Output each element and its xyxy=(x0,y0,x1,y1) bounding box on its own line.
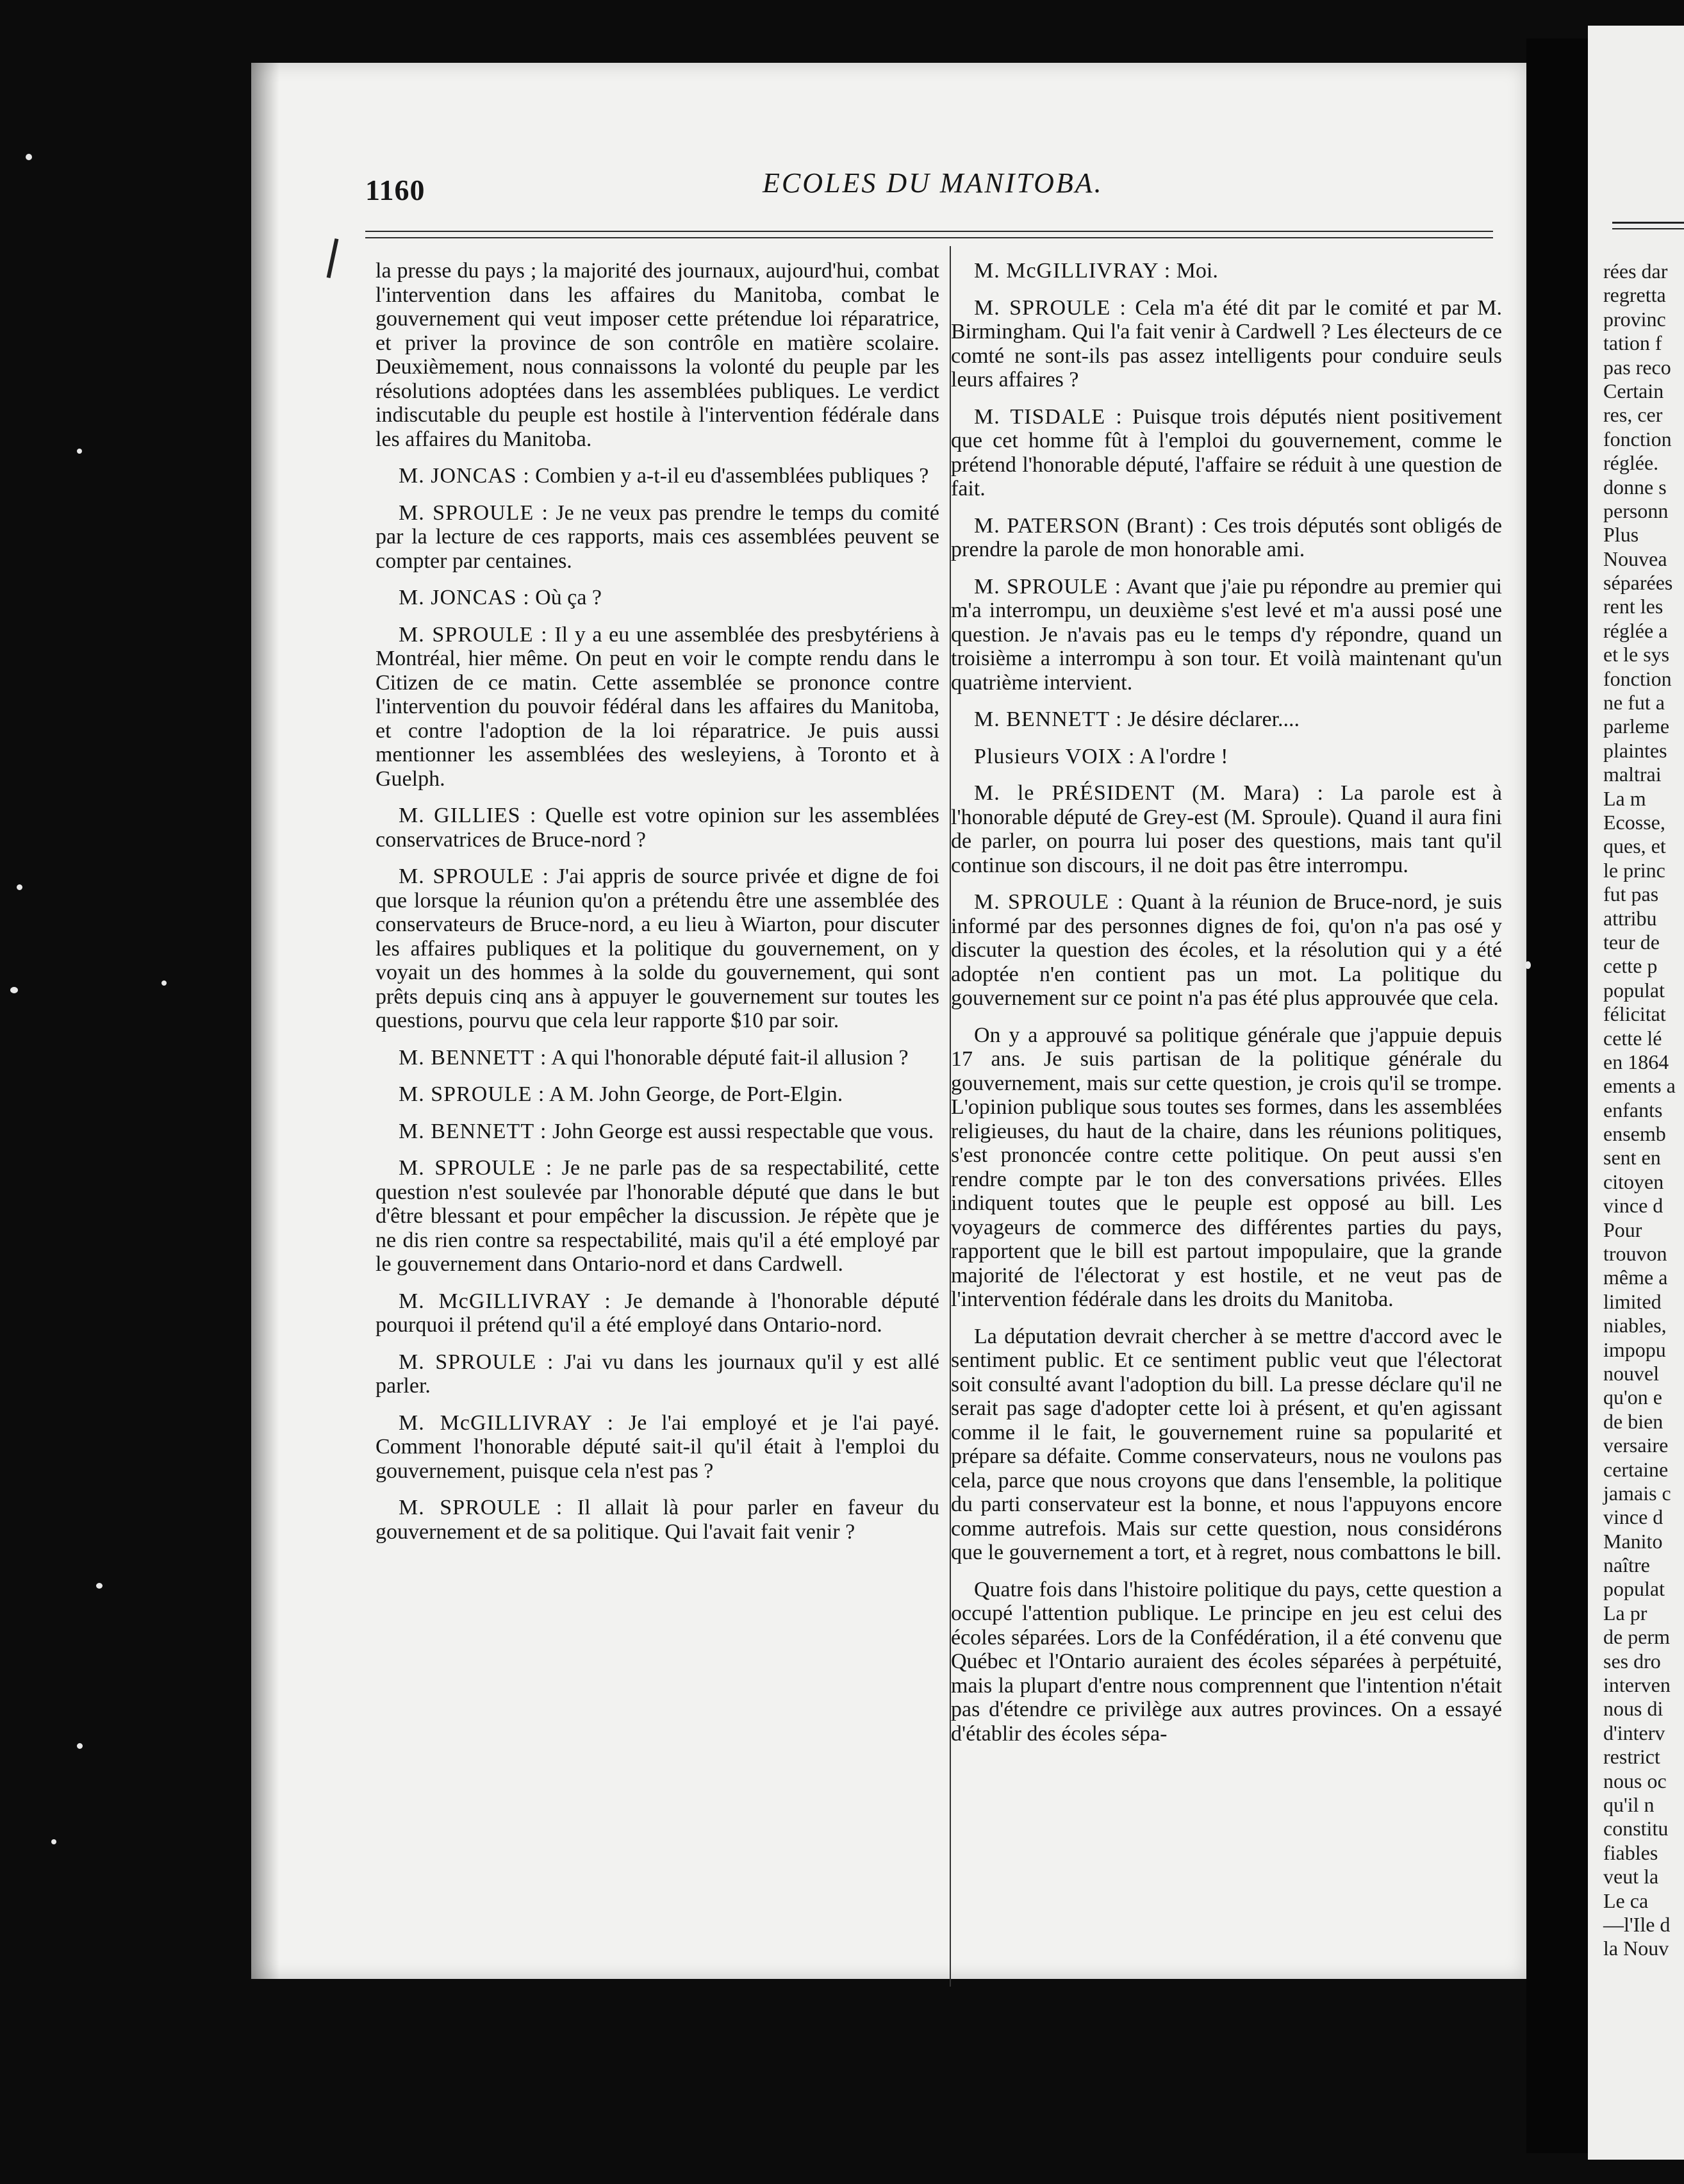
facing-page-line: fut pas xyxy=(1603,882,1659,906)
paragraph xyxy=(376,1350,939,1398)
facing-page-line: parleme xyxy=(1603,715,1670,738)
paragraph xyxy=(376,1411,939,1484)
paragraph-text: Cela m'a été dit par le comité et par M. Birmingham. Qui l'a fait venir à Cardwell ? Les électeurs de ce comté ne sont-ils pas assez intelligents pour conduire seuls leurs affaires ? xyxy=(951,295,1502,392)
facing-page-line: Ecosse, xyxy=(1603,810,1665,834)
book-gutter xyxy=(1526,38,1588,2153)
facing-page-line: res, cer xyxy=(1603,403,1663,427)
facing-page-line: et le sys xyxy=(1603,643,1670,666)
speaker-name: Plusieurs VOIX : xyxy=(974,744,1135,768)
speaker-name: M. JONCAS : xyxy=(399,586,530,609)
paragraph-text: Où ça ? xyxy=(535,586,602,609)
facing-page-line: donne s xyxy=(1603,475,1667,499)
paragraph xyxy=(376,1082,939,1107)
facing-page-line: Plus xyxy=(1603,523,1639,547)
facing-page-line: Certain xyxy=(1603,379,1664,402)
facing-page-line: ements a xyxy=(1603,1074,1676,1098)
facing-page-line: pas reco xyxy=(1603,355,1671,379)
paragraph xyxy=(376,1289,939,1337)
dust-speck xyxy=(17,884,22,890)
facing-page-fragment xyxy=(1588,26,1684,2160)
dust-speck xyxy=(26,154,32,160)
paragraph-text: Puisque trois députés nient positivement que cet homme fût à l'emploi du gouvernement, comme le prétend l'honorable député, l'affaire se réduit à une question de fait. xyxy=(951,404,1502,500)
facing-page-rule-lower xyxy=(1612,228,1684,229)
speaker-name: M. SPROULE : xyxy=(974,574,1122,599)
facing-page-line: en 1864 xyxy=(1603,1050,1669,1073)
paragraph-text: Quatre fois dans l'histoire politique du pays, cette question a occupé l'attention publique. Le principe en jeu est celui des écoles séparées. Lors de la Confédération, il a été convenu que Québec et l'Ontario auraient des écoles séparées à perpétuité, mais la plupart d'entre nous comprennent que l'intention n'était pas d'étendre ce privilège aux autres provinces. On a essayé d'établir des écoles sépa- xyxy=(951,1577,1502,1746)
facing-page-line: réglée. xyxy=(1603,451,1659,475)
speaker-name: M. BENNETT : xyxy=(399,1119,547,1143)
page-binding-shadow xyxy=(251,63,279,1979)
facing-page-line: La pr xyxy=(1603,1601,1647,1625)
facing-page-line: félicitat xyxy=(1603,1002,1666,1026)
speaker-name: M. SPROULE : xyxy=(399,1156,553,1180)
paragraph-text: La députation devrait chercher à se mettre d'accord avec le sentiment public. Et ce sentiment public veut que l'électorat soit consulté avant l'adoption du bill. La presse déclare qu'il ne serait pas sage d'adopter cette loi à présent, et qu'en agissant comme il le fait, le gouvernement ruine sa popularité et prépare sa défaite. Comme conservateurs, nous ne voulons pas cela, parce que nous croyons que dans l'ensemble, la politique du parti conservateur est la bonne, et nous l'appuyons encore comme autrefois. Mais sur cette question, nous considérons que le gouvernement a tort, et à regret, nous combattons le bill. xyxy=(951,1324,1502,1564)
paragraph xyxy=(376,804,939,852)
speaker-name: M. JONCAS : xyxy=(399,464,530,488)
running-title: ECOLES DU MANITOBA. xyxy=(763,167,1103,199)
facing-page-line: maltrai xyxy=(1603,763,1662,786)
facing-page-line: populat xyxy=(1603,978,1665,1002)
paragraph xyxy=(376,259,939,451)
speaker-name: M. BENNETT : xyxy=(399,1045,547,1070)
facing-page-line: qu'on e xyxy=(1603,1386,1662,1409)
speaker-name: M. SPROULE : xyxy=(399,1082,545,1106)
facing-page-line: impopu xyxy=(1603,1337,1666,1361)
facing-page-line: provinc xyxy=(1603,307,1666,331)
paragraph-text: Moi. xyxy=(1176,259,1218,283)
facing-page-line: sent en xyxy=(1603,1146,1661,1170)
facing-page-line: interven xyxy=(1603,1673,1671,1697)
speaker-name: M. GILLIES : xyxy=(399,804,537,827)
paragraph-text: Je ne veux pas prendre le temps du comité par la lecture de ces rapports, mais ces assemblées peuvent se compter par centaines. xyxy=(376,500,939,573)
facing-page-line: certaine xyxy=(1603,1457,1669,1481)
header-rule xyxy=(365,231,1493,232)
paragraph-text: Je ne parle pas de sa respectabilité, cette question n'est soulevée par l'honorable député que dans le but d'être blessant et pour empêcher la discussion. Je répète que je ne dis rien contre sa respectabilité, mais qu'il a été employé par le gouvernement dans Ontario-nord et dans Cardwell. xyxy=(376,1156,939,1276)
paragraph-text: Il y a eu une assemblée des presbytériens à Montréal, hier même. On peut en voir le compte rendu dans le Citizen de ce matin. Cette assemblée se prononce contre l'intervention du pouvoir fédéral dans les affaires du Manitoba, et contre l'adoption de la loi réparatrice. Je puis aussi mentionner les assemblées des wesleyiens, à Toronto et à Guelph. xyxy=(376,622,939,791)
paragraph-text: J'ai appris de source privée et digne de foi que lorsque la réunion qu'on a prétendu être une assemblée des conservateurs de Bruce-nord, a eu lieu à Wiarton, pour discuter les affaires publiques et la politique du gouvernement, on y voyait un des hommes à la solde du gouvernement, qui sont prêts depuis cinq ans à appuyer le gouvernement sur toutes les questions, pourvu que cela leur rapporte $10 par soir. xyxy=(376,864,939,1032)
facing-page-line: nous di xyxy=(1603,1697,1663,1721)
speaker-name: M. SPROULE : xyxy=(399,1350,554,1374)
paragraph xyxy=(376,1496,939,1544)
paragraph xyxy=(951,1023,1502,1312)
paragraph-text: A M. John George, de Port-Elgin. xyxy=(549,1082,843,1106)
paragraph xyxy=(376,1120,939,1144)
facing-page-line: trouvon xyxy=(1603,1242,1667,1266)
paragraph xyxy=(951,296,1502,392)
dust-speck xyxy=(161,980,167,986)
facing-page-line: de bien xyxy=(1603,1409,1663,1433)
facing-page-line: limited xyxy=(1603,1289,1662,1313)
paragraph xyxy=(951,1325,1502,1565)
facing-page-line: personn xyxy=(1603,499,1669,522)
facing-page-line: Nouvea xyxy=(1603,547,1667,570)
dust-speck xyxy=(77,449,82,454)
facing-page-line: nouvel xyxy=(1603,1361,1660,1385)
facing-page-line: fonction xyxy=(1603,666,1672,690)
facing-page-line: nous oc xyxy=(1603,1769,1667,1792)
speaker-name: M. BENNETT : xyxy=(974,707,1123,731)
facing-page-text xyxy=(1603,260,1684,1961)
dust-speck xyxy=(96,1583,103,1589)
paragraph-text: Ces trois députés sont obligés de prendre la parole de mon honorable ami. xyxy=(951,513,1503,561)
paragraph xyxy=(376,1156,939,1277)
paragraph-text: Combien y a-t-il eu d'assemblées publiques ? xyxy=(535,464,929,488)
paragraph xyxy=(951,259,1502,283)
facing-page-line: restrict xyxy=(1603,1745,1660,1769)
paragraph-text: John George est aussi respectable que vous. xyxy=(552,1119,934,1143)
paragraph-text: La parole est à l'honorable député de Grey-est (M. Sproule). Quand il aura fini de parler, on pourra lui poser des questions, mais tant qu'il continue son discours, il ne doit pas être interrompu. xyxy=(951,781,1503,877)
speaker-name: M. le PRÉSIDENT (M. Mara) : xyxy=(974,781,1324,805)
facing-page-line: enfants xyxy=(1603,1098,1663,1121)
paragraph xyxy=(376,1046,939,1070)
facing-page-line: veut la xyxy=(1603,1865,1659,1889)
facing-page-line: jamais c xyxy=(1603,1481,1671,1505)
paragraph-text: Quant à la réunion de Bruce-nord, je suis informé par des personnes dignes de foi, qu'on n'a pas osé y discuter la question des écoles, et la résolution qui y a été adoptée n'en contient pas un mot. La politique du gouvernement sur ce point n'a pas été plus approuvée que cela. xyxy=(951,890,1502,1010)
facing-page-line: populat xyxy=(1603,1577,1665,1601)
paragraph-text: Il allait là pour parler en faveur du gouvernement et de sa politique. Qui l'avait fait venir ? xyxy=(376,1496,939,1544)
paragraph xyxy=(376,586,939,610)
facing-page-line: la Nouv xyxy=(1603,1937,1669,1960)
speaker-name: M. SPROULE : xyxy=(974,295,1127,320)
facing-page-line: d'interv xyxy=(1603,1721,1665,1744)
paragraph xyxy=(951,890,1502,1011)
paragraph-text: On y a approuvé sa politique générale que j'appuie depuis 17 ans. Je suis partisan de la politique générale du gouvernement, mais sur cette question, je crois qu'il se trompe. L'opinion publique sous toutes ses formes, dans les assemblées religieuses, du haut de la chaire, dans les réunions politiques, s'est prononcée contre cette politique. On peut aussi s'en rendre compte par le ton des conversations privées. Elles indiquent toutes que le peuple est opposé au bill. Les voyageurs de commerce des différentes parties du pays, rapportent que le bill est partout impopulaire, que la grande majorité de l'électorat y est hostile, et ne veut pas de l'intervention fédérale dans les droits du Manitoba. xyxy=(951,1023,1502,1311)
facing-page-line: ne fut a xyxy=(1603,691,1665,715)
facing-page-line: réglée a xyxy=(1603,618,1668,642)
facing-page-line: rent les xyxy=(1603,595,1663,618)
dust-speck xyxy=(1525,961,1531,969)
speaker-name: M. SPROULE : xyxy=(974,890,1124,914)
paragraph-text: A l'ordre ! xyxy=(1139,744,1228,768)
paragraph xyxy=(951,514,1502,562)
facing-page-line: rées dar xyxy=(1603,260,1668,283)
paragraph-text: Avant que j'aie pu répondre au premier qui m'a interrompu, un deuxième s'est levé et m'a aussi posé une question. Je n'avais pas eu le temps d'y répondre, quand un troisième a interrompu à son tour. Et voilà maintenant qu'un quatrième intervient. xyxy=(951,574,1502,695)
speaker-name: M. McGILLIVRAY : xyxy=(399,1289,611,1313)
facing-page-line: Le ca xyxy=(1603,1889,1649,1912)
right-column xyxy=(951,259,1502,1758)
facing-page-line: de perm xyxy=(1603,1625,1670,1649)
facing-page-line: Manito xyxy=(1603,1529,1663,1553)
paragraph xyxy=(951,781,1502,877)
facing-page-line: cette lé xyxy=(1603,1026,1662,1050)
paragraph-text: Je l'ai employé et je l'ai payé. Comment l'honorable député sait-il qu'il était à l'emploi du gouvernement, puisque cela n'est pas ? xyxy=(376,1410,940,1483)
facing-page-line: séparées xyxy=(1603,571,1673,595)
speaker-name: M. SPROULE : xyxy=(399,500,549,525)
facing-page-rule xyxy=(1612,222,1684,224)
facing-page-line: fiables xyxy=(1603,1841,1658,1864)
facing-page-line: ques, et xyxy=(1603,834,1666,858)
facing-page-line: constitu xyxy=(1603,1817,1669,1841)
paragraph xyxy=(376,501,939,574)
paragraph xyxy=(376,623,939,791)
paragraph xyxy=(951,1578,1502,1746)
facing-page-line: même a xyxy=(1603,1266,1668,1289)
speaker-name: M. McGILLIVRAY : xyxy=(974,259,1171,283)
paragraph xyxy=(951,405,1502,501)
dust-speck xyxy=(10,987,18,993)
speaker-name: M. SPROULE : xyxy=(399,864,549,888)
paragraph-text: Je désire déclarer.... xyxy=(1127,707,1300,731)
header-rule-lower xyxy=(365,237,1493,238)
paragraph xyxy=(376,464,939,488)
paragraph-text: Je demande à l'honorable député pourquoi il prétend qu'il a été employé dans Ontario-nord. xyxy=(376,1289,939,1337)
paragraph-text: la presse du pays ; la majorité des journaux, aujourd'hui, combat l'intervention dans les affaires du Manitoba, combat le gouvernement qui veut imposer cette prétendue loi réparatrice, et priver la province de son contrôle en matière scolaire. Deuxièmement, nous connaissons la volonté du peuple par les résolutions adoptées dans les assemblées publiques. Le verdict indiscutable du peuple est hostile à l'intervention fédérale dans les affaires du Manitoba. xyxy=(376,259,939,451)
paragraph xyxy=(951,745,1502,769)
facing-page-line: plaintes xyxy=(1603,738,1667,762)
facing-page-line: —l'Ile d xyxy=(1603,1912,1671,1936)
facing-page-line: ensemb xyxy=(1603,1122,1666,1146)
facing-page-line: ses dro xyxy=(1603,1649,1661,1673)
facing-page-line: teur de xyxy=(1603,930,1660,954)
speaker-name: M. SPROULE : xyxy=(399,1496,563,1519)
speaker-name: M. McGILLIVRAY : xyxy=(399,1410,615,1435)
facing-page-line: qu'il n xyxy=(1603,1793,1655,1816)
speaker-name: M. PATERSON (Brant) : xyxy=(974,513,1208,538)
paragraph-text: A qui l'honorable député fait-il allusion ? xyxy=(551,1045,909,1070)
paragraph xyxy=(376,864,939,1033)
page-number: 1160 xyxy=(365,174,425,206)
facing-page-line: La m xyxy=(1603,786,1646,810)
paragraph xyxy=(951,707,1502,732)
facing-page-line: le princ xyxy=(1603,858,1665,882)
facing-page-line: fonction xyxy=(1603,427,1672,451)
facing-page-line: vince d xyxy=(1603,1194,1663,1218)
facing-page-line: vince d xyxy=(1603,1505,1663,1529)
dust-speck xyxy=(51,1839,56,1844)
facing-page-line: niables, xyxy=(1603,1314,1667,1337)
facing-page-line: Pour xyxy=(1603,1218,1642,1241)
paragraph-text: Quelle est votre opinion sur les assemblées conservatrices de Bruce-nord ? xyxy=(376,804,940,852)
speaker-name: M. SPROULE : xyxy=(399,622,548,647)
left-column xyxy=(376,259,939,1557)
paragraph-text: J'ai vu dans les journaux qu'il y est allé parler. xyxy=(376,1350,939,1398)
speaker-name: M. TISDALE : xyxy=(974,404,1123,429)
facing-page-line: attribu xyxy=(1603,906,1657,930)
facing-page-line: citoyen xyxy=(1603,1170,1664,1193)
facing-page-line: versaire xyxy=(1603,1434,1669,1457)
facing-page-line: regretta xyxy=(1603,283,1666,307)
paragraph xyxy=(951,575,1502,695)
facing-page-line: naître xyxy=(1603,1553,1650,1577)
facing-page-line: tation f xyxy=(1603,331,1662,355)
dust-speck xyxy=(77,1743,83,1749)
facing-page-line: cette p xyxy=(1603,954,1658,978)
